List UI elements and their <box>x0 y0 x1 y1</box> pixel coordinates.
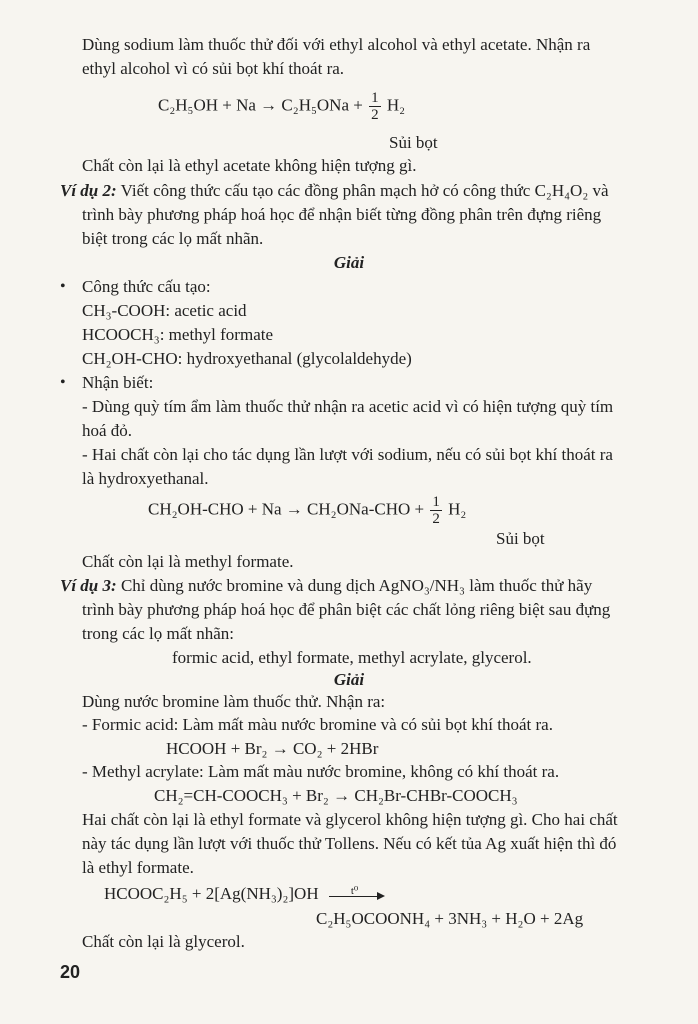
equation-note: Sủi bọt <box>496 529 545 548</box>
equation-5-left-part <box>104 883 385 905</box>
bullet-icon: • <box>60 374 66 391</box>
equation-3: HCOOH + Br₂ → CO₂ + 2HBr <box>166 739 379 758</box>
heat-arrow-icon <box>329 885 385 902</box>
compound-list: formic acid, ethyl formate, methyl acrylate, glycerol. <box>172 648 532 667</box>
structure-line: CH₂OH-CHO: hydroxyethanal (glycolaldehyde) <box>82 349 412 368</box>
solution-heading: Giải <box>333 670 365 689</box>
example-3-line-1 <box>60 575 592 597</box>
page-number: 20 <box>60 962 81 982</box>
structure-line: HCOOCH₃: methyl formate <box>82 325 274 344</box>
equation-2-right: H₂ <box>448 499 467 519</box>
fraction-denominator: 2 <box>432 511 440 527</box>
equation-1 <box>158 90 405 123</box>
text-line: ethyl alcohol vì có sủi bọt khí thoát ra. <box>82 59 345 78</box>
text-line: trình bày phương pháp hoá học để nhận biết từng đồng phân trên đựng riêng <box>82 205 602 224</box>
example-label: Ví dụ 3: <box>60 576 117 595</box>
solution-heading: Giải <box>333 253 365 272</box>
equation-4: CH₂=CH-COOCH₃ + Br₂ → CH₂Br-CHBr-COOCH₃ <box>154 786 518 805</box>
text-line: là ethyl formate. <box>82 858 194 877</box>
text-line: Dùng sodium làm thuốc thử đối với ethyl alcohol và ethyl acetate. Nhận ra <box>82 35 591 54</box>
text-line: - Methyl acrylate: Làm mất màu nước bromine, không có khí thoát ra. <box>82 762 560 781</box>
text-line: này tác dụng lần lượt với thuốc thử Tollens. Nếu có kết tủa Ag xuất hiện thì đó <box>82 834 617 853</box>
text-line: Chất còn lại là glycerol. <box>82 932 245 951</box>
equation-2-left: CH₂OH-CHO + Na → CH₂ONa-CHO + <box>148 499 425 519</box>
fraction <box>430 494 442 527</box>
example-text: Chỉ dùng nước bromine và dung dịch AgNO₃/NH₃ làm thuốc thử hãy <box>120 576 593 595</box>
equation-5-right: C₂H₅OCOONH₄ + 3NH₃ + H₂O + 2Ag <box>316 909 584 928</box>
equation-5-left: HCOOC₂H₅ + 2[Ag(NH₃)₂]OH <box>104 884 319 903</box>
text-line: hoá đỏ. <box>82 421 133 440</box>
example-label: Ví dụ 2: <box>60 181 117 200</box>
equation-1-left: C₂H₅OH + Na → C₂H₅ONa + <box>158 95 363 115</box>
equation-1-right: H₂ <box>386 95 406 115</box>
text-line: Công thức cấu tạo: <box>82 277 211 296</box>
equation-2 <box>148 494 466 527</box>
text-line: trình bày phương pháp hoá học để phân biệt các chất lỏng riêng biệt sau đựng <box>82 600 611 619</box>
text-line: - Hai chất còn lại cho tác dụng lần lượt với sodium, nếu có sủi bọt khí thoát ra <box>82 445 613 464</box>
text-line: Chất còn lại là methyl formate. <box>82 552 294 571</box>
fraction-denominator: 2 <box>371 107 379 123</box>
fraction <box>369 90 381 123</box>
text-line: là hydroxyethanal. <box>82 469 209 488</box>
example-text: Viết công thức cấu tạo các đồng phân mạch hở có công thức C₂H₄O₂ và <box>120 181 609 200</box>
equation-note: Sủi bọt <box>389 133 438 152</box>
heat-condition: t⁰ <box>350 885 359 898</box>
text-line: Chất còn lại là ethyl acetate không hiện tượng gì. <box>82 156 417 175</box>
text-line: trong các lọ mất nhãn: <box>82 624 235 643</box>
text-line: - Formic acid: Làm mất màu nước bromine và có sủi bọt khí thoát ra. <box>82 715 553 734</box>
structure-line: CH₃-COOH: acetic acid <box>82 301 247 320</box>
text-line: Nhận biết: <box>82 373 154 392</box>
text-line: - Dùng quỳ tím ẩm làm thuốc thử nhận ra acetic acid vì có hiện tượng quỳ tím <box>82 397 614 416</box>
bullet-icon: • <box>60 278 66 295</box>
fraction-numerator: 1 <box>432 494 440 510</box>
fraction-numerator: 1 <box>371 90 379 106</box>
text-line: Hai chất còn lại là ethyl formate và glycerol không hiện tượng gì. Cho hai chất <box>82 810 618 829</box>
text-line: Dùng nước bromine làm thuốc thử. Nhận ra: <box>82 692 386 711</box>
example-2-line-1 <box>60 180 609 202</box>
text-line: biệt trong các lọ mất nhãn. <box>82 229 264 248</box>
